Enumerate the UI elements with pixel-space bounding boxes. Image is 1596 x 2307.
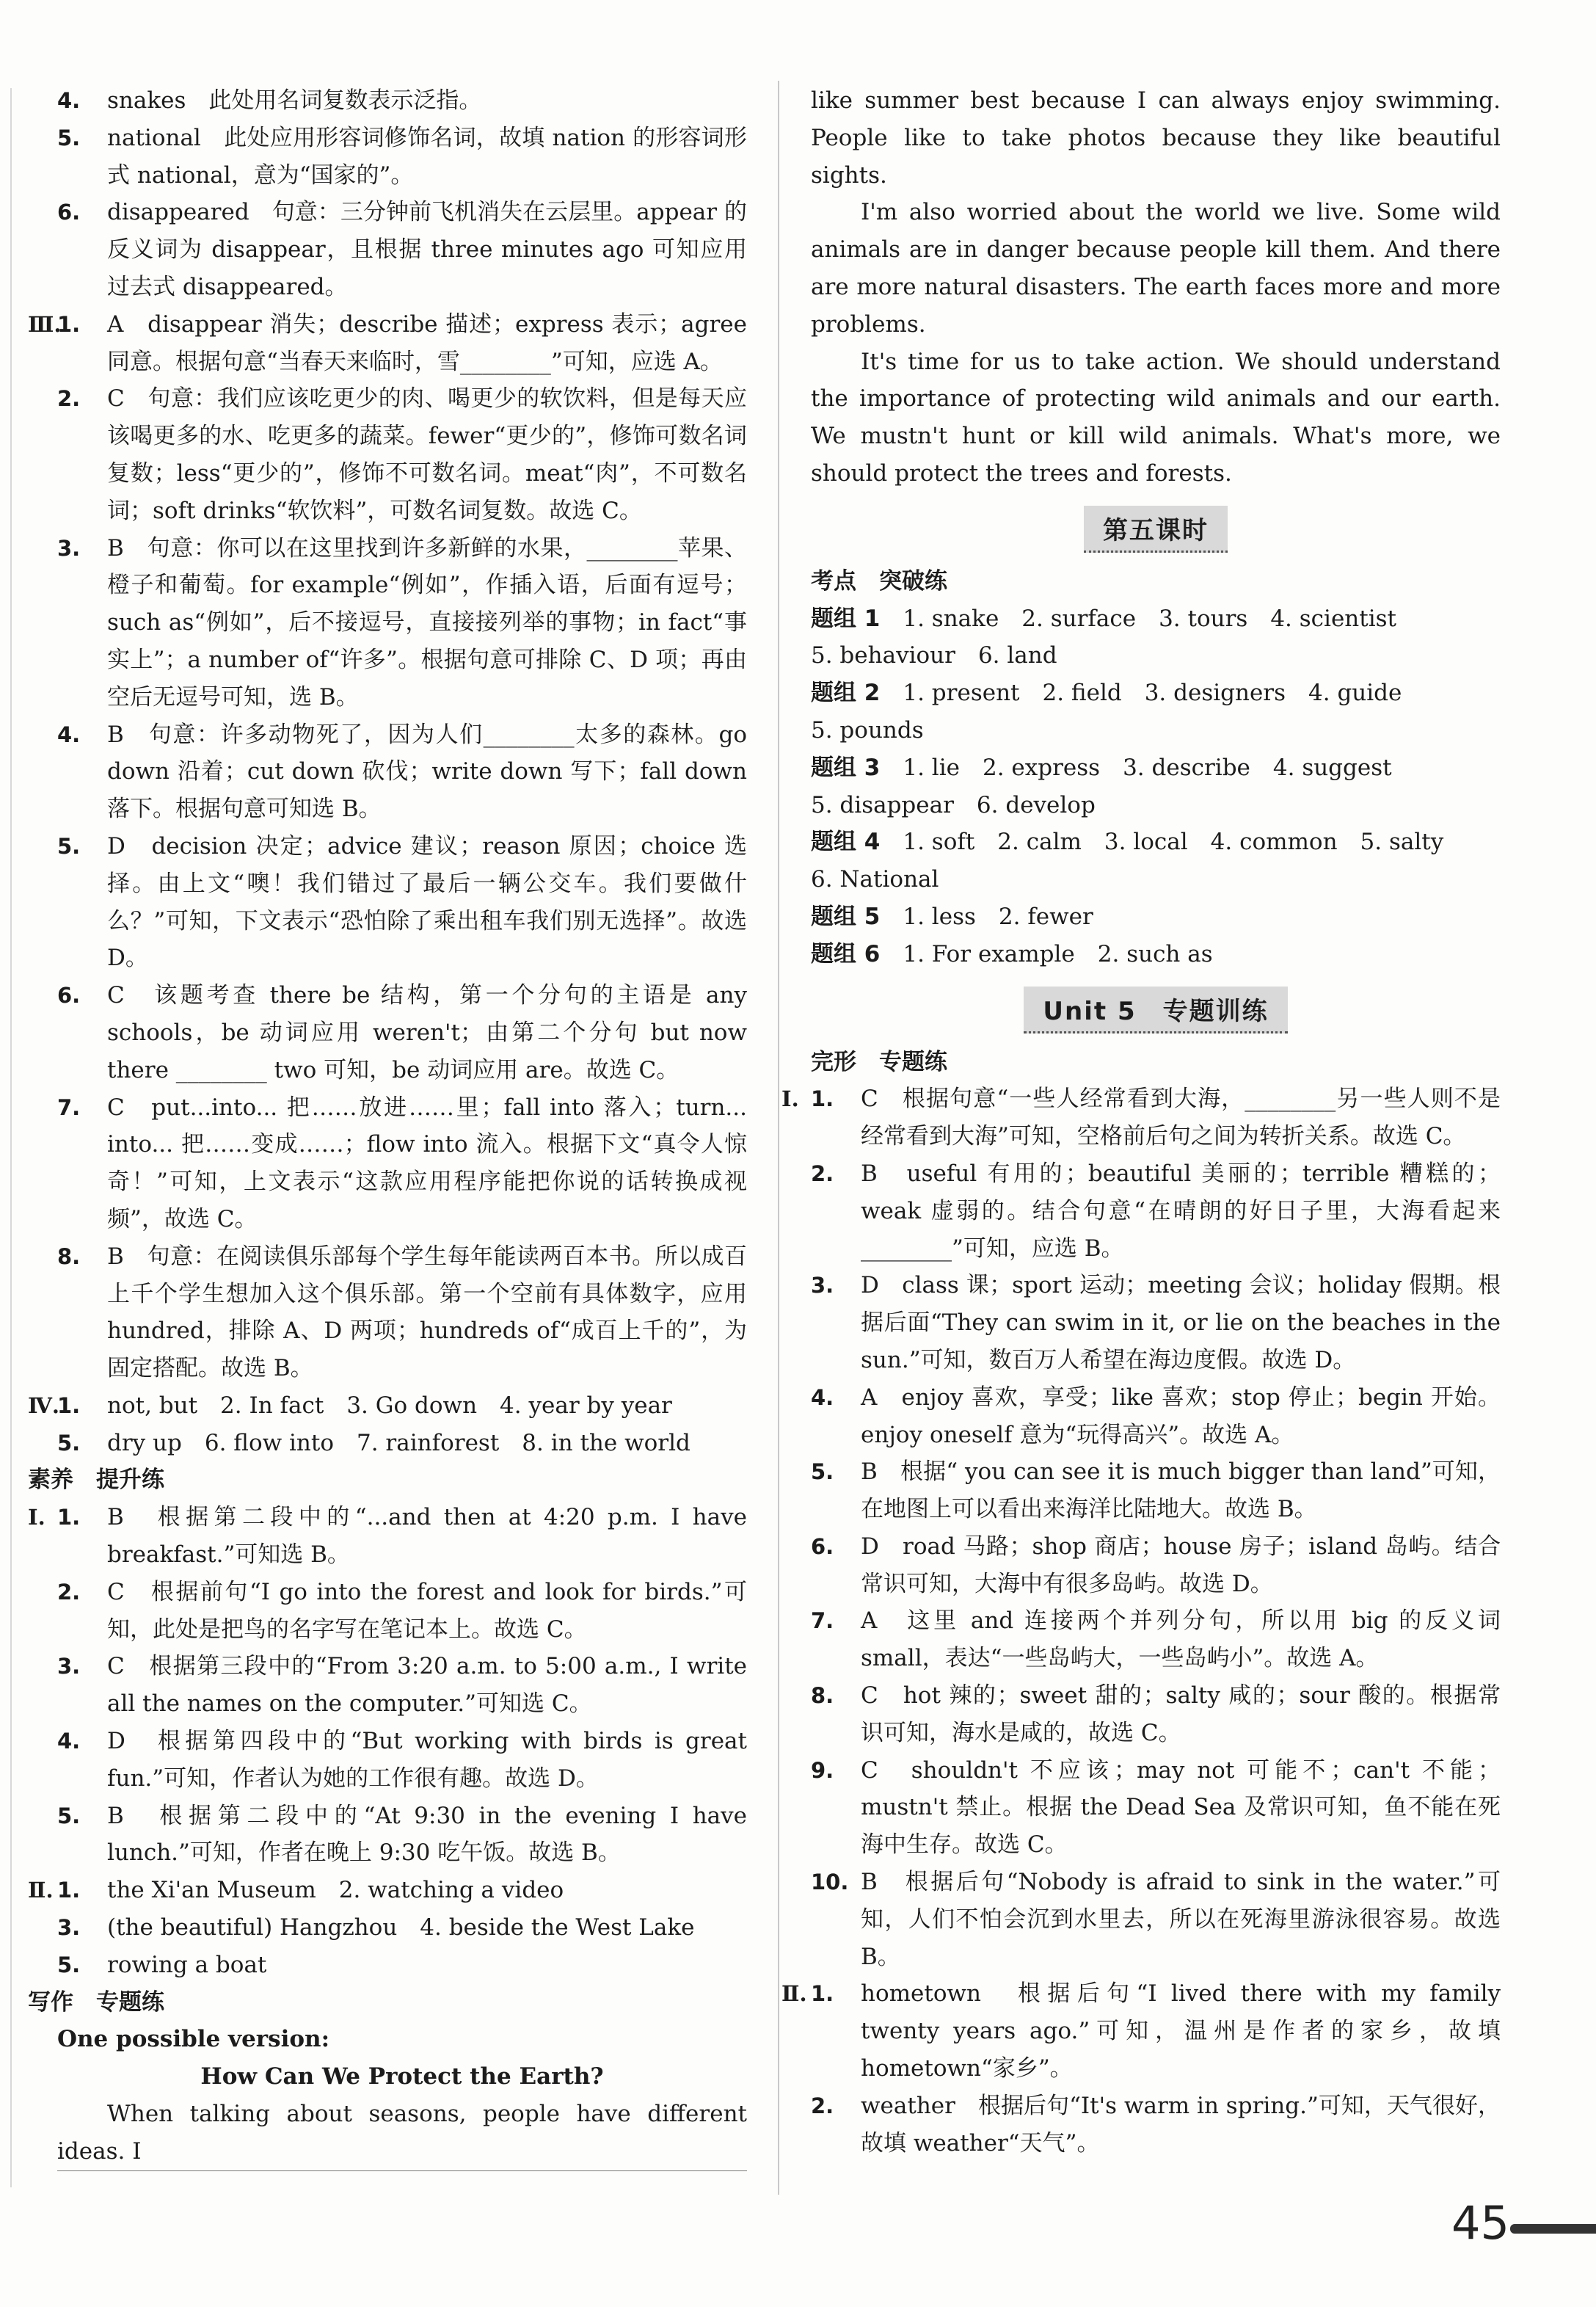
answer-text: C 根据第三段中的“From 3:20 a.m. to 5:00 a.m., I write all the names on the computer.”可知选 C。 <box>107 1653 747 1718</box>
essay-paragraph: It's time for us to take action. We should understand the importance of protecting wild animals and our earth. We mustn't hunt or kill wild animals. What's more, we should protect the trees and forests. <box>811 348 1501 487</box>
group-label: 题组 2 <box>811 680 881 707</box>
version-label: One possible version: <box>57 2026 330 2053</box>
answer-item <box>57 716 747 828</box>
group-label: 题组 3 <box>811 754 881 781</box>
answer-text: hometown 根据后句“I lived there with my family twenty years ago.”可知，温州是作者的家乡，故填 hometown“家乡”。 <box>861 1980 1501 2082</box>
item-number: 9. <box>811 1757 834 1783</box>
answer-text: (the beautiful) Hangzhou 4. beside the West Lake <box>107 1914 695 1941</box>
answer-item <box>57 828 747 977</box>
answer-item <box>57 530 747 716</box>
answer-text: D road 马路；shop 商店；house 房子；island 岛屿。结合常识可知，大海中有很多岛屿。故选 D。 <box>861 1533 1501 1597</box>
section-heading: 完形 专题练 <box>811 1048 947 1075</box>
answer-item <box>57 194 747 305</box>
question-group <box>811 600 1501 638</box>
item-number: 8. <box>57 1243 81 1269</box>
answer-text: D 根据第四段中的“But working with birds is great fun.”可知，作者认为她的工作很有趣。故选 D。 <box>107 1728 747 1792</box>
item-number: 4. <box>57 722 81 747</box>
group-answers: 1. snake 2. surface 3. tours 4. scientist <box>903 605 1396 632</box>
item-number: 1. <box>811 1086 834 1112</box>
item-number: 3. <box>811 1273 834 1298</box>
answer-item <box>811 1602 1501 1677</box>
item-number: 1. <box>811 1981 834 2007</box>
group-answers-cont: 5. disappear 6. develop <box>811 791 1096 818</box>
lesson-banner-title: 第五课时 <box>1084 506 1228 553</box>
item-number: 6. <box>57 983 81 1009</box>
item-number: 2. <box>811 1160 834 1186</box>
section-roman-numeral: Ⅱ. <box>781 1981 807 2007</box>
answer-text: A disappear 消失；describe 描述；express 表示；agree 同意。根据句意“当春天来临时，雪________”可知，应选 A。 <box>107 310 747 375</box>
item-number: 4. <box>57 1729 81 1754</box>
column-divider <box>778 81 779 2195</box>
item-number: 1. <box>57 1505 81 1530</box>
group-answers: 1. For example 2. such as <box>903 940 1213 967</box>
answer-text: dry up 6. flow into 7. rainforest 8. in the world <box>107 1429 690 1456</box>
answer-text: B useful 有用的；beautiful 美丽的；terrible 糟糕的；weak 虚弱的。结合句意“在晴朗的好日子里，大海看起来________”可知，应选 B。 <box>861 1160 1501 1262</box>
answer-text: B 根据后句“Nobody is afraid to sink in the water.”可知，人们不怕会沉到水里去，所以在死海里游泳很容易。故选 B。 <box>861 1869 1501 1970</box>
item-number: 2. <box>57 1579 81 1605</box>
group-answers: 1. soft 2. calm 3. local 4. common 5. salty <box>903 829 1444 856</box>
item-number: 4. <box>57 88 81 113</box>
answer-text: A enjoy 喜欢，享受；like 喜欢；stop 停止；begin 开始。enjoy oneself 意为“玩得高兴”。故选 A。 <box>861 1384 1501 1448</box>
answer-item <box>811 1864 1501 1975</box>
answer-text: the Xi'an Museum 2. watching a video <box>107 1877 564 1904</box>
answer-item <box>57 1089 747 1238</box>
group-answers-cont: 6. National <box>811 866 939 893</box>
answer-text: A 这里 and 连接两个并列分句，所以用 big 的反义词 small，表达“一些岛屿大，一些岛屿小”。故选 A。 <box>861 1607 1501 1672</box>
item-number: 7. <box>57 1094 81 1120</box>
answer-item <box>811 1677 1501 1752</box>
item-number: 2. <box>811 2093 834 2118</box>
answer-text: rowing a boat <box>107 1951 267 1978</box>
item-number: 8. <box>811 1683 834 1709</box>
answer-item <box>57 120 747 195</box>
answer-text: B 根据第二段中的“...and then at 4:20 p.m. I have breakfast.”可知选 B。 <box>107 1504 747 1569</box>
answer-text: D decision 决定；advice 建议；reason 原因；choice 选择。由上文“噢！我们错过了最后一辆公交车。我们要做什么？”可知，下文表示“恐怕除了乘出租车我们别无选择”。故选 D。 <box>107 832 747 972</box>
item-number: 10. <box>811 1870 849 1895</box>
answer-text: B 句意：你可以在这里找到许多新鲜的水果，________苹果、橙子和葡萄。for example“例如”，作插入语，后面有逗号；such as“例如”，后不接逗号，直接接列举的事物；in fact“事实上”；a number of“许多”。根据句意可排除 C、D 项；再由空后无逗号可知，选 B。 <box>107 534 747 711</box>
page-number-bar <box>1510 2224 1596 2234</box>
answer-text: C 根据句意“一些人经常看到大海，________另一些人则不是经常看到大海”可知，空格前后句之间为转折关系。故选 C。 <box>861 1086 1501 1150</box>
page-number: 45 <box>1451 2196 1509 2250</box>
item-number: 6. <box>811 1533 834 1559</box>
item-number: 4. <box>811 1384 834 1410</box>
answer-item <box>811 1752 1501 1864</box>
lesson-banner <box>811 506 1501 553</box>
answer-text: snakes 此处用名词复数表示泛指。 <box>107 87 482 114</box>
answer-item <box>57 1574 747 1649</box>
answer-item <box>28 306 747 381</box>
group-label: 题组 4 <box>811 829 881 856</box>
answer-item <box>57 1425 747 1462</box>
question-group <box>811 936 1501 973</box>
essay-title: How Can We Protect the Earth? <box>200 2063 604 2090</box>
item-number: 3. <box>57 1654 81 1679</box>
answer-item <box>811 2088 1501 2162</box>
answer-item <box>28 1499 747 1574</box>
essay-paragraph: like summer best because I can always enjoy swimming. People like to take photos because they like beautiful sights. <box>811 87 1501 189</box>
answer-item <box>57 1909 747 1947</box>
answer-text: national 此处应用形容词修饰名词，故填 nation 的形容词形式 national，意为“国家的”。 <box>107 124 747 189</box>
section-roman-numeral: Ⅳ. <box>28 1392 60 1418</box>
group-label: 题组 5 <box>811 903 881 930</box>
section-heading: 写作 专题练 <box>28 1988 164 2016</box>
group-answers: 1. present 2. field 3. designers 4. guide <box>903 680 1402 707</box>
group-label: 题组 6 <box>811 940 881 967</box>
item-number: 1. <box>57 1392 81 1418</box>
answer-text: C put...into... 把……放进……里；fall into 落入；turn... into... 把……变成……；flow into 流入。根据下文“真令人惊奇！”可知，上文表示“这款应用程序能把你说的话转换成视频”，故选 C。 <box>107 1094 747 1232</box>
group-answers: 1. lie 2. express 3. describe 4. suggest <box>903 754 1392 781</box>
answer-item <box>811 1155 1501 1267</box>
group-answers-cont: 5. behaviour 6. land <box>811 642 1057 669</box>
answer-item <box>811 1528 1501 1603</box>
group-label: 题组 1 <box>811 605 881 632</box>
lesson-banner-title: Unit 5 专题训练 <box>1024 987 1287 1033</box>
answer-item <box>57 977 747 1089</box>
section-heading: 考点 突破练 <box>811 567 947 595</box>
item-number: 5. <box>811 1459 834 1485</box>
item-number: 3. <box>57 535 81 561</box>
answer-text: B 句意：在阅读俱乐部每个学生每年能读两百本书。所以成百上千个学生想加入这个俱乐部。第一个空前有具体数字，应用 hundred，排除 A、D 两项；hundreds of“成百上千的”，为固定搭配。故选 B。 <box>107 1243 747 1382</box>
answer-item <box>57 1798 747 1872</box>
item-number: 5. <box>57 1430 81 1456</box>
page-edge-line <box>10 88 12 2187</box>
answer-item <box>811 1379 1501 1454</box>
question-group <box>811 749 1501 787</box>
section-heading: 素养 提升练 <box>28 1467 164 1494</box>
answer-text: C 句意：我们应该吃更少的肉、喝更少的软饮料，但是每天应该喝更多的水、吃更多的蔬菜。fewer“更少的”，修饰可数名词复数；less“更少的”，修饰不可数名词。meat“肉”，不可数名词；soft drinks“软饮料”，可数名词复数。故选 C。 <box>107 385 747 524</box>
question-group <box>811 824 1501 861</box>
answer-text: C 该题考查 there be 结构，第一个分句的主语是 any schools，be 动词应用 weren't；由第二个分句 but now there ________ two 可知，be 动词应用 are。故选 C。 <box>107 982 747 1083</box>
answer-text: not, but 2. In fact 3. Go down 4. year by year <box>107 1392 672 1419</box>
answer-item <box>57 1723 747 1798</box>
item-number: 2. <box>57 386 81 412</box>
group-answers-cont: 5. pounds <box>811 716 924 744</box>
answer-item <box>811 1453 1501 1528</box>
group-answers: 1. less 2. fewer <box>903 903 1093 930</box>
answer-item <box>28 1387 747 1425</box>
answer-text: B 根据第二段中的“At 9:30 in the evening I have lunch.”可知，作者在晚上 9:30 吃午饭。故选 B。 <box>107 1802 747 1867</box>
question-group <box>811 675 1501 712</box>
answer-text: D class 课；sport 运动；meeting 会议；holiday 假期。根据后面“They can swim in it, or lie on the beaches in the sun.”可知，数百万人希望在海边度假。故选 D。 <box>861 1272 1501 1373</box>
section-roman-numeral: Ⅰ. <box>28 1505 45 1530</box>
item-number: 5. <box>57 833 81 859</box>
lesson-banner <box>811 987 1501 1033</box>
answer-item <box>57 1947 747 1984</box>
answer-item <box>28 1872 747 1909</box>
item-number: 7. <box>811 1608 834 1634</box>
question-group <box>811 898 1501 936</box>
item-number: 1. <box>57 1878 81 1903</box>
answer-item <box>57 1648 747 1723</box>
right-column <box>781 82 1501 2162</box>
left-column <box>28 82 747 2171</box>
item-number: 6. <box>57 200 81 225</box>
answer-text: weather 根据后句“It's warm in spring.”可知，天气很好，故填 weather“天气”。 <box>861 2092 1501 2157</box>
section-roman-numeral: Ⅰ. <box>781 1086 799 1112</box>
essay-paragraph: When talking about seasons, people have different ideas. I <box>57 2096 747 2171</box>
answer-item <box>811 1267 1501 1378</box>
answer-item <box>781 1975 1501 2087</box>
answer-item <box>57 1238 747 1387</box>
answer-text: C 根据前句“I go into the forest and look for birds.”可知，此处是把鸟的名字写在笔记本上。故选 C。 <box>107 1578 747 1643</box>
answer-item <box>781 1080 1501 1155</box>
section-roman-numeral: Ⅱ. <box>28 1878 54 1903</box>
essay-paragraph: I'm also worried about the world we live. Some wild animals are in danger because people kill them. And there are more natural disasters. The earth faces more and more problems. <box>811 199 1501 338</box>
answer-item <box>57 82 747 120</box>
item-number: 5. <box>57 125 81 150</box>
answer-text: C hot 辣的；sweet 甜的；salty 咸的；sour 酸的。根据常识可知，海水是咸的，故选 C。 <box>861 1682 1501 1746</box>
answer-text: C shouldn't 不应该；may not 可能不；can't 不能；mustn't 禁止。根据 the Dead Sea 及常识可知，鱼不能在死海中生存。故选 C。 <box>861 1756 1501 1859</box>
item-number: 5. <box>57 1803 81 1828</box>
answer-text: B 句意：许多动物死了，因为人们________太多的森林。go down 沿着；cut down 砍伐；write down 写下；fall down 落下。根据句意可知选 B。 <box>107 721 747 823</box>
answer-text: B 根据“ you can see it is much bigger than land”可知，在地图上可以看出来海洋比陆地大。故选 B。 <box>861 1458 1501 1523</box>
section-roman-numeral: Ⅲ. <box>28 311 62 337</box>
item-number: 3. <box>57 1915 81 1941</box>
item-number: 1. <box>57 311 81 337</box>
item-number: 5. <box>57 1952 81 1977</box>
answer-text: disappeared 句意：三分钟前飞机消失在云层里。appear 的反义词为 disappear，且根据 three minutes ago 可知应用过去式 disappeared。 <box>107 199 747 300</box>
answer-item <box>57 380 747 529</box>
